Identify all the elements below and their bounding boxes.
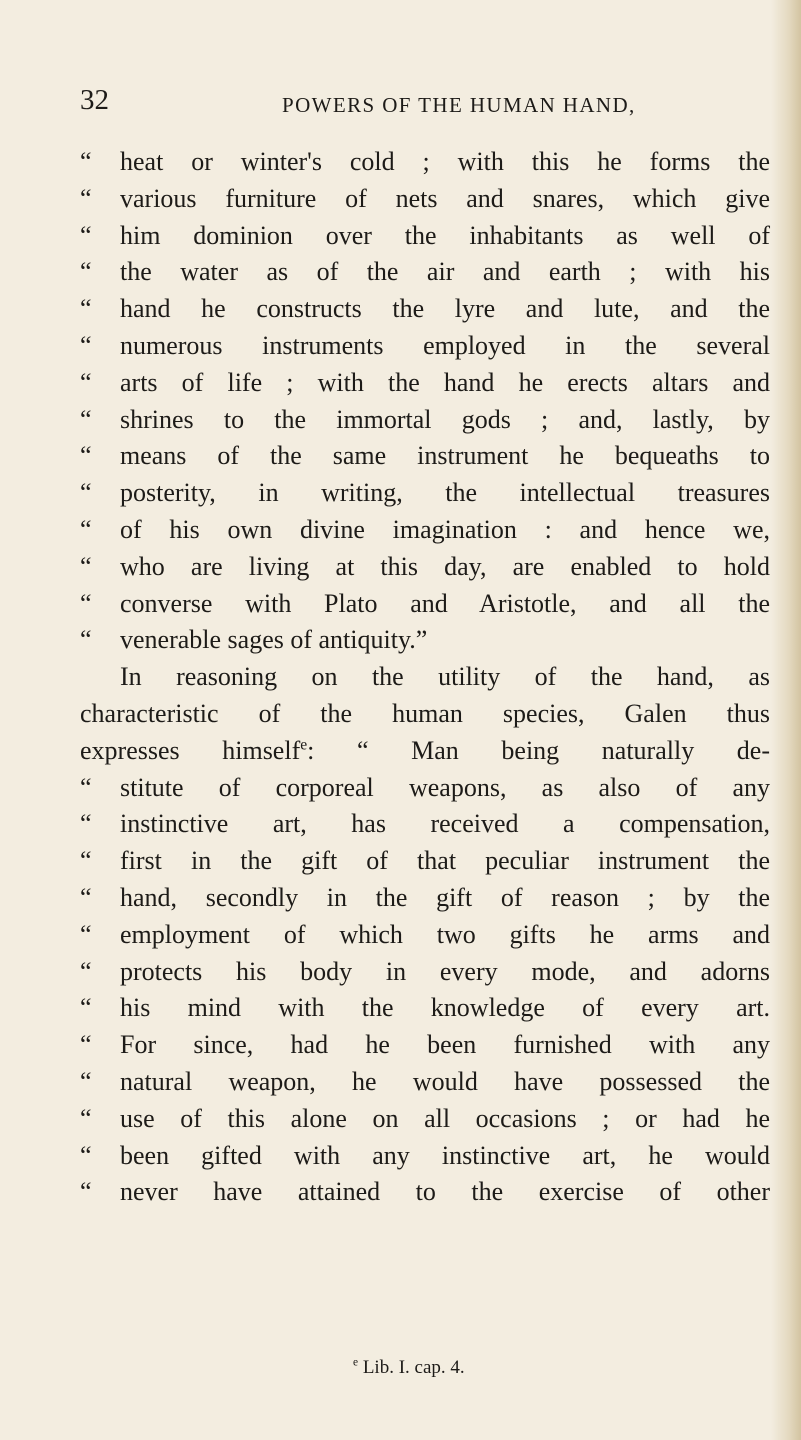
- text-line: “ his mind with the knowledge of every art.: [80, 993, 770, 1023]
- paragraph-start-line: In reasoning on the utility of the hand, as: [120, 662, 770, 692]
- text-line: “ use of this alone on all occasions ; or had he: [80, 1103, 770, 1133]
- page-number: 32: [80, 84, 109, 116]
- text-line: “ never have attained to the exercise of other: [80, 1177, 770, 1207]
- text-line-with-footnote-ref: expresses himself$^e$: “ Man being naturally de-: [80, 735, 770, 765]
- text-line: “ venerable sages of antiquity.”: [80, 625, 428, 655]
- text-line: “ employment of which two gifts he arms and: [80, 919, 770, 949]
- footnote-mark: e: [353, 1356, 359, 1369]
- footnote-ref: e: [300, 736, 308, 754]
- text-line: “ means of the same instrument he bequeaths to: [80, 441, 770, 471]
- text-line: “ the water as of the air and earth ; with his: [80, 257, 770, 287]
- text-line: “ converse with Plato and Aristotle, and all the: [80, 588, 770, 618]
- text-line: “ him dominion over the inhabitants as well of: [80, 220, 770, 250]
- text-line: “ of his own divine imagination : and hence we,: [80, 514, 770, 544]
- text-line: “ natural weapon, he would have possessed the: [80, 1066, 770, 1096]
- text-line: “ instinctive art, has received a compensation,: [80, 809, 770, 839]
- text-line: “ been gifted with any instinctive art, he would: [80, 1140, 770, 1170]
- running-title: POWERS OF THE HUMAN HAND,: [282, 93, 636, 117]
- text-line: “ hand he constructs the lyre and lute, and the: [80, 294, 770, 324]
- text-line: “ numerous instruments employed in the several: [80, 330, 770, 360]
- text-line: “ heat or winter's cold ; with this he forms the: [80, 147, 770, 176]
- text-line: “ hand, secondly in the gift of reason ; by the: [80, 882, 770, 912]
- text-line: characteristic of the human species, Galen thus: [80, 698, 770, 728]
- text-line: “ posterity, in writing, the intellectual treasures: [80, 478, 770, 508]
- text-line: “ who are living at this day, are enabled to hold: [80, 551, 770, 581]
- text-line: “ arts of life ; with the hand he erects altars and: [80, 367, 770, 397]
- page-edge-shadow: [771, 0, 801, 1440]
- text-line: “ first in the gift of that peculiar instrument the: [80, 846, 770, 876]
- body-text: [80, 144, 770, 1211]
- text-line: “ For since, had he been furnished with any: [80, 1030, 770, 1060]
- text-line: “ stitute of corporeal weapons, as also of any: [80, 772, 770, 802]
- text-line: “ various furniture of nets and snares, which give: [80, 183, 770, 213]
- text-line: “ shrines to the immortal gods ; and, lastly, by: [80, 404, 770, 434]
- text-line: “ protects his body in every mode, and adorns: [80, 956, 770, 986]
- footnote: [353, 1357, 465, 1379]
- footnote-text: Lib. I. cap. 4.: [362, 1357, 465, 1378]
